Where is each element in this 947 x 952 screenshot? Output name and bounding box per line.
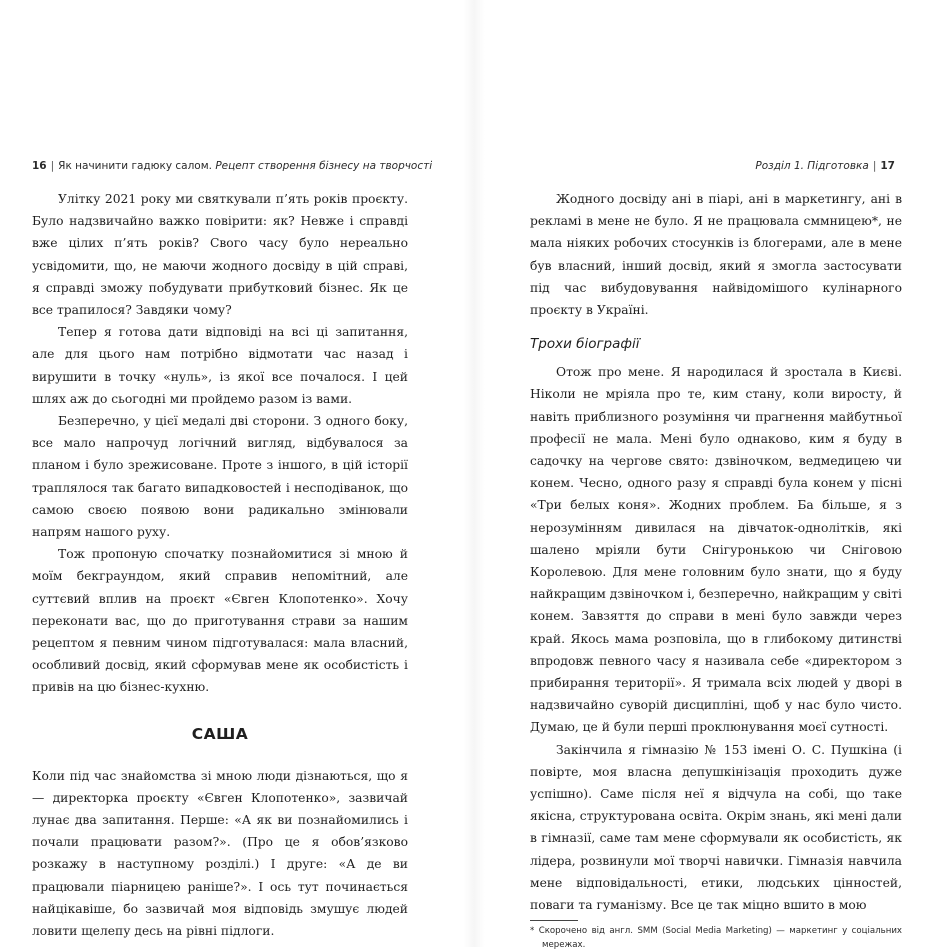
footnote: * Скорочено від англ. SMM (Social Media Marketing) — маркетинг у соціальних мережах.: [530, 926, 902, 951]
right-page-number: 17: [880, 160, 895, 172]
running-head-separator: |: [50, 160, 55, 172]
paragraph: Коли під час знайомства зі мною люди дізнаються, що я — директорка проєкту «Євген Клопотенко», зазвичай лунає два запитання. Перше: «А як ви познайомились і почали працювати разом?». (Про це я обов’язково розкажу в наступному розділі.) І друге: «А де ви працювали піарницею раніше?». І ось тут починається найцікавіше, бо зазвичай моя відповідь змушує людей ловити щелепу десь на рівні підлоги.: [32, 768, 408, 939]
chapter-title: Розділ 1. Підготовка: [755, 160, 869, 172]
paragraph: Тепер я готова дати відповіді на всі ці запитання, але для цього нам потрібно відмотати час назад і вирушити в точку «нуль», із якої все почалося. І цей шлях аж до сьогодні ми пройдемо разом із вами.: [32, 325, 408, 406]
footnote-rule: [530, 920, 578, 921]
subheading: Трохи біографії: [530, 336, 640, 353]
left-page-number: 16: [32, 160, 47, 172]
book-subtitle: Рецепт створення бізнесу на творчості: [215, 160, 433, 172]
paragraph: Безперечно, у цієї медалі дві сторони. З одного боку, все мало напрочуд логічний вигляд, відбувалося за планом і було зрежисоване. Проте з іншого, в цій історії траплялося так багато випадковостей і несподіванок, що самою своєю появою вони радикально змінювали напрям нашого руху.: [32, 414, 408, 540]
book-title: Як начинити гадюку салом.: [58, 160, 212, 172]
left-running-head: [32, 159, 432, 173]
right-body-text: [530, 188, 902, 952]
right-running-head: [755, 159, 895, 173]
left-page: [0, 0, 473, 947]
paragraph: Жодного досвіду ані в піарі, ані в маркетингу, ані в рекламі в мене не було. Я не працювала сммницею*, не мала ніяких робочих стосунків із блогерами, але в мене був власний, інший досвід, який я змогла застосувати під час вибудовування найвідомішого кулінарного проєкту в Україні.: [530, 192, 902, 318]
paragraph: Улітку 2021 року ми святкували п’ять років проєкту. Було надзвичайно важко повірити: як? Невже і справді вже цілих п’ять років? Свого часу було нереально усвідомити, що, не маючи жодного досвіду в цій справі, я справді зможу побудувати прибутковий бізнес. Як це все трапилося? Завдяки чому?: [32, 192, 408, 318]
paragraph: Закінчила я гімназію № 153 імені О. С. Пушкіна (і повірте, моя власна депушкінізація проходить дуже успішно). Саме після неї я відчула на собі, що таке якісна, структурована освіта. Окрім знань, які мені дали в гімназії, саме там мене сформували як особистість, як лідера, розвинули мої творчі навички. Гімназія навчила мене відповідальності, етики, людських цінностей, поваги та гуманізму. Все це так міцно вшито в мою: [530, 742, 902, 913]
running-head-separator: |: [872, 160, 877, 172]
section-heading: САША: [191, 724, 249, 743]
right-page: [474, 0, 947, 951]
paragraph: Тож пропоную спочатку познайомитися зі мною й моїм бекграундом, який справив непомітний, але суттєвий вплив на проєкт «Євген Клопотенко». Хочу переконати вас, що до приготування страви за нашим рецептом я певним чином підготувалася: мала власний, особливий досвід, який сформував мене як особистість і привів на цю бізнес-кухню.: [32, 547, 408, 695]
paragraph: Отож про мене. Я народилася й зростала в Києві. Ніколи не мріяла про те, ким стану, коли виросту, й навіть приблизного розуміння чи прагнення майбутньої професії не мала. Мені було однаково, ким я буду в садочку на чергове свято: дзвіночком, ведмедицею чи конем. Чесно, одного разу я справді була конем у пісні «Три белых коня». Жодних проблем. Ба більше, я з нерозумінням дивилася на дівчаток-однолітків, які шалено мріяли бути Снігуронькою чи Сніговою Королевою. Для мене головним було знати, що я буду найкращим дзвіночком і, безперечно, найкращим у світі конем. Завзяття до справи в мені було завжди через край. Якось мама розповіла, що в глибокому дитинстві впродовж певного часу я називала себе «директором з прибирання території». Я тримала всіх людей у дворі в надзвичайно суворій дисципліні, щоб у нас було чисто. Думаю, це й були перші проклюнування моєї сутності.: [530, 365, 902, 735]
left-body-text: [32, 188, 408, 942]
